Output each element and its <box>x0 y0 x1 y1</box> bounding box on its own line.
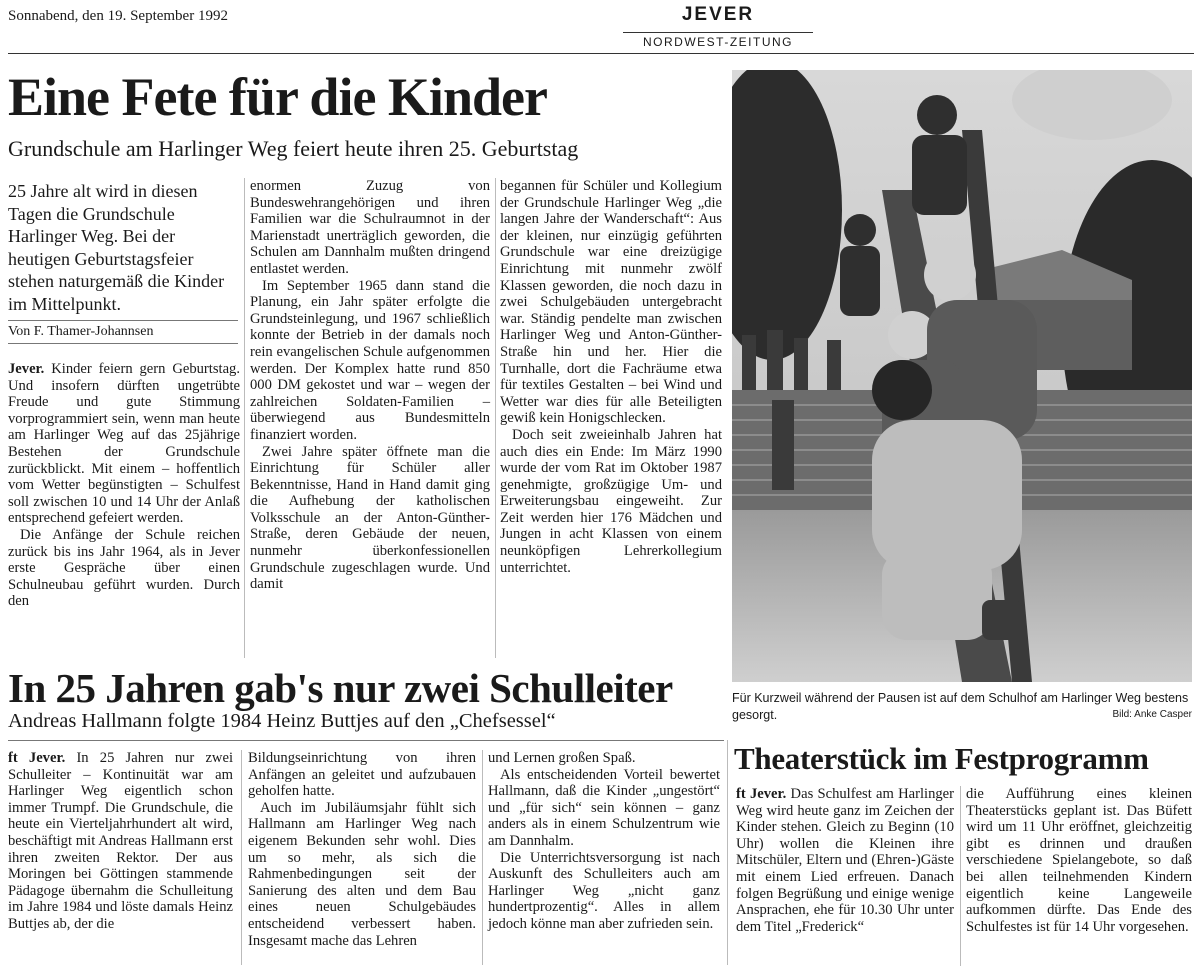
column-rule <box>482 750 483 965</box>
byline: Von F. Thamer-Johannsen <box>8 320 238 344</box>
photo-caption: Für Kurzweil während der Pausen ist auf dem Schulhof am Harlinger Weg bestens gesorgt. <box>732 691 1189 722</box>
article1-column-3 <box>500 178 722 658</box>
article2-column-3 <box>488 750 720 965</box>
subheadline-second: Andreas Hallmann folgte 1984 Heinz Buttjes auf den „Chefsessel“ <box>8 710 556 732</box>
article1-paragraph: Doch seit zweieinhalb Jahren hat auch dies ein Ende: Im März 1990 wurde der vom Rat im Oktober 1987 genehmigte, großzügige Um- und Erweiterungsbau eingeweiht. Zur Zeit werden hier 176 Mädchen und Jungen in acht Klassen von einem neunköpfigen Lehrerkollegium unterrichtet. <box>500 426 722 576</box>
dateline: Jever. <box>8 361 45 377</box>
column-rule <box>241 750 242 965</box>
newspaper-name: NORDWEST-ZEITUNG <box>623 32 813 49</box>
article1-paragraph: Die Anfänge der Schule reichen zurück bis ins Jahr 1964, als in Jever erste Gespräche über einen Schulneubau geführt wurden. Durch den <box>8 526 240 610</box>
article2-paragraph: ft Jever. In 25 Jahren nur zwei Schulleiter – Kontinuität war am Harlinger Weg eigentlich schon immer Trumpf. Die Grundschule, die heute ein Vierteljahrhundert alt wird, beschäftigt mit Andreas Hallmann erst ihren zweiten Rektor. Der aus Moringen bei Göttingen stammende Pädagoge übernahm die Schulleitung im Jahre 1984 und löste damals Heinz Buttjes ab, der die <box>8 750 234 932</box>
column-rule <box>495 178 496 658</box>
dateline: ft Jever. <box>8 750 66 766</box>
subheadline-main: Grundschule am Harlinger Weg feiert heute ihren 25. Geburtstag <box>8 136 579 161</box>
column-rule <box>727 740 728 965</box>
article1-paragraph: Jever. Kinder feiern gern Geburtstag. Und insofern dürften ungetrübte Freude und gute Stimmung vorprogrammiert sein, wenn man heute am Harlinger Weg auf das 25jährige Bestehen der Grundschule zurückblickt. Mit einem – hoffentlich vom Wetter begünstigten – Schulfest soll zwischen 10 und 14 Uhr der Anlaß entsprechend gefeiert werden. <box>8 361 240 527</box>
article2-paragraph: Bildungseinrichtung von ihren Anfängen an geleitet und aufzubauen geholfen hatte. <box>248 750 476 800</box>
article1-paragraph: Im September 1965 dann stand die Planung, ein Jahr später erfolgte die Grundsteinlegung, und 1967 schließlich konnte der Betrieb in der damals noch rein evangelischen Schule aufgenommen werden. Der Komplex hatte rund 850 000 DM gekostet und war – wegen der zahlreichen Soldaten-Familien – überwiegend aus Bundesmitteln finanziert worden. <box>250 277 490 443</box>
issue-date: Sonnabend, den 19. September 1992 <box>8 8 228 24</box>
article3-paragraph: die Aufführung eines kleinen Theaterstücks geplant ist. Das Büfett wird um 11 Uhr eröffnet, gleichzeitig gibt es drinnen und draußen verschiedene Spielangebote, so daß bei allen teilnehmenden Kindern eigentlich keine Langeweile aufkommen dürfte. Das Ende des Schulfestes ist für 14 Uhr vorgesehen. <box>966 786 1192 935</box>
article2-paragraph: Auch im Jubiläumsjahr fühlt sich Hallmann am Harlinger Weg nach eigenem Bekunden sehr wohl. Dies um so mehr, als sich die Rahmenbedingungen seit der Sanierung des alten und dem Bau eines neuen Schulgebäudes entscheidend verbessert haben. Insgesamt mache das Lehren <box>248 799 476 949</box>
photo-children-on-slide <box>732 70 1192 682</box>
article2-paragraph: Die Unterrichtsversorgung ist nach Auskunft des Schulleiters auch am Harlinger Weg „nicht ganz hundertprozentig“. Alles in allem jedoch könne man aber zufrieden sein. <box>488 849 720 932</box>
headline-second: In 25 Jahren gab's nur zwei Schulleiter <box>8 665 673 711</box>
article2-column-1 <box>8 750 233 965</box>
headline-third: Theaterstück im Festprogramm <box>734 741 1149 776</box>
article3-column-1 <box>736 786 954 966</box>
lead-paragraph: 25 Jahre alt wird in diesen Tagen die Grundschule Harlinger Weg. Bei der heutigen Geburtstagsfeier stehen naturgemäß die Kinder im Mittelpunkt. <box>8 181 225 314</box>
masthead <box>8 6 1194 54</box>
article3-paragraph: ft Jever. Das Schulfest am Harlinger Weg wird heute ganz im Zeichen der Kinder stehen. Gleich zu Beginn (10 Uhr) wollen die Kleinen ihre Mitschüler, Eltern und (Ehren-)Gäste mit einem Lied erfreuen. Danach folgen Begrüßung und einige wenige Ansprachen, ehe für 10.30 Uhr unter dem Titel „Frederick“ <box>736 786 955 935</box>
article1-paragraph: Zwei Jahre später öffnete man die Einrichtung für Schüler aller Bekenntnisse, Hand in Hand damit ging die Aufhebung der katholischen Volksschule an der Anton-Günther-Straße, deren Gebäude der neuen, nunmehr überkonfessionellen Grundschule zugeschlagen wurde. Und damit <box>250 443 490 593</box>
headline-main: Eine Fete für die Kinder <box>8 67 547 127</box>
column-rule <box>244 178 245 658</box>
column-rule <box>960 786 961 966</box>
dateline: ft Jever. <box>736 786 787 802</box>
article1-paragraph: begannen für Schüler und Kollegium der Grundschule Harlinger Weg „die langen Jahre der Wanderschaft“: Aus der kleinen, nur einzügig geführten Grundschule war eine dreizügige Einrichtung mit nunmehr zwölf Klassen geworden, die noch dazu in zwei Schulgebäuden untergebracht war. Ständig pendelte man zwischen Harlinger Weg und Anton-Günther-Straße hin und her. Hier die Turnhalle, dort die Fachräume etwa für textiles Gestalten – bei Wind und Wetter war dies für alle Beteiligten gewiß kein Honigschlecken. <box>500 178 722 427</box>
article1-column-1 <box>8 361 240 661</box>
section-city: JEVER <box>681 4 755 25</box>
divider <box>8 740 724 741</box>
article3-column-2 <box>966 786 1192 966</box>
article2-column-2 <box>248 750 476 965</box>
article1-paragraph: enormen Zuzug von Bundeswehrangehörigen und ihren Familien war die Schulraumnot in der Marienstadt unerträglich geworden, die Schulen am Dannhalm mußten dringend entlastet werden. <box>250 178 490 277</box>
article2-paragraph: und Lernen großen Spaß. <box>488 750 636 766</box>
article1-column-2 <box>250 178 490 658</box>
photo-credit: Bild: Anke Casper <box>1112 709 1192 720</box>
article2-paragraph: Als entscheidenden Vorteil bewertet Hallmann, daß die Kinder „ungestört“ und „für sich“ sein können – ganz anders als in einem Schulzentrum wie am Dannhalm. <box>488 766 720 849</box>
